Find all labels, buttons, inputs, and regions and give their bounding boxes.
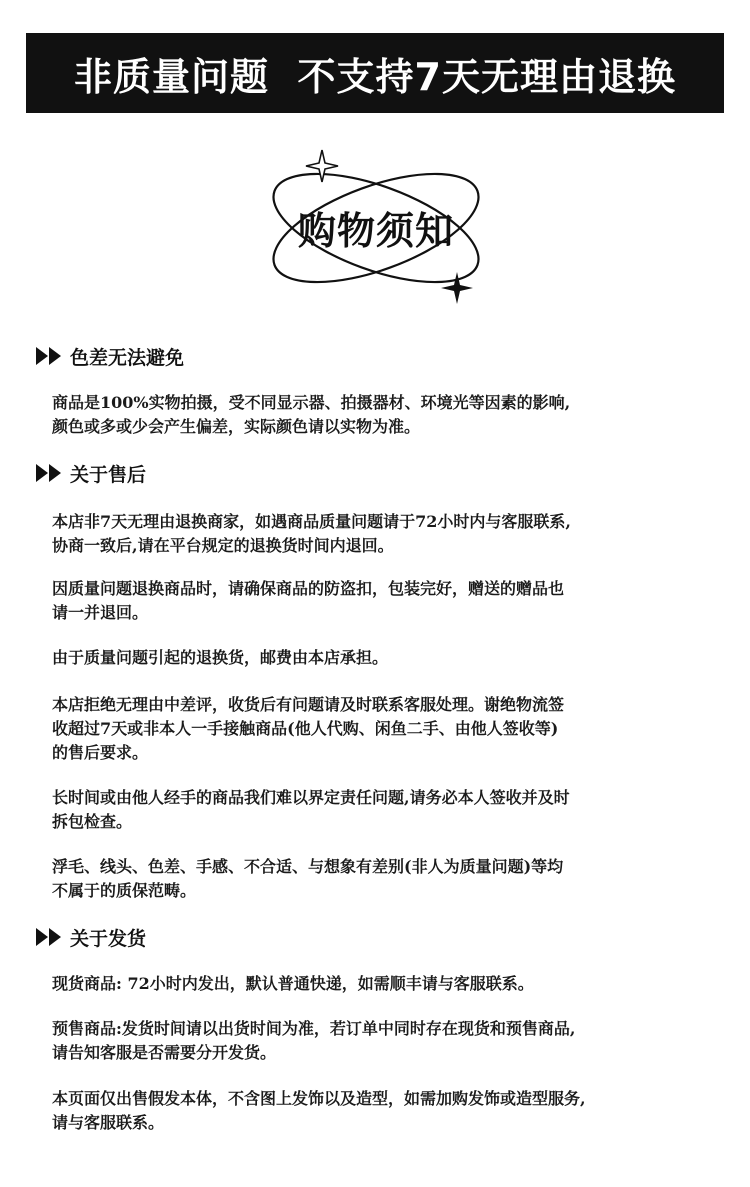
section-heading-shipping <box>34 922 146 952</box>
double-arrow-icon <box>34 926 66 948</box>
section-heading-color <box>34 341 184 371</box>
section-title: 关于发货 <box>70 927 147 950</box>
paragraph: 本店拒绝无理由中差评，收货后有问题请及时联系客服处理。谢绝物流签 收超过7天或非本人一手接触商品(他人代购、闲鱼二手、由他人签收等) 的售后要求。 <box>52 695 565 762</box>
paragraph: 由于质量问题引起的退换货，邮费由本店承担。 <box>52 648 389 667</box>
paragraph: 因质量问题退换商品时，请确保商品的防盗扣，包装完好，赠送的赠品也 请一并退回。 <box>52 579 565 622</box>
paragraph: 本店非7天无理由退换商家，如遇商品质量问题请于72小时内与客服联系, 协商一致后,请在平台规定的退换货时间内退回。 <box>52 512 571 555</box>
section-title: 关于售后 <box>70 463 147 486</box>
emblem-title: 购物须知 <box>297 208 454 253</box>
double-arrow-icon <box>34 345 66 367</box>
paragraph: 预售商品:发货时间请以出货时间为准，若订单中同时存在现货和预售商品, 请告知客服是否需要分开发货。 <box>52 1019 576 1062</box>
double-arrow-icon <box>34 462 66 484</box>
paragraph: 商品是100%实物拍摄，受不同显示器、拍摄器材、环境光等因素的影响, 颜色或多或少会产生偏差，实际颜色请以实物为准。 <box>52 393 571 436</box>
section-title: 色差无法避免 <box>70 346 185 369</box>
paragraph: 长时间或由他人经手的商品我们难以界定责任问题,请务必本人签收并及时 拆包检查。 <box>52 788 570 831</box>
paragraph: 浮毛、线头、色差、手感、不合适、与想象有差别(非人为质量问题)等均 不属于的质保范畴。 <box>52 857 564 900</box>
policy-banner: 非质量问题 不支持7天无理由退换 <box>26 33 724 113</box>
paragraph: 本页面仅出售假发本体，不含图上发饰以及造型，如需加购发饰或造型服务, 请与客服联系。 <box>52 1089 586 1132</box>
section-heading-aftersale <box>34 458 146 488</box>
paragraph: 现货商品: 72小时内发出，默认普通快递，如需顺丰请与客服联系。 <box>52 974 534 993</box>
